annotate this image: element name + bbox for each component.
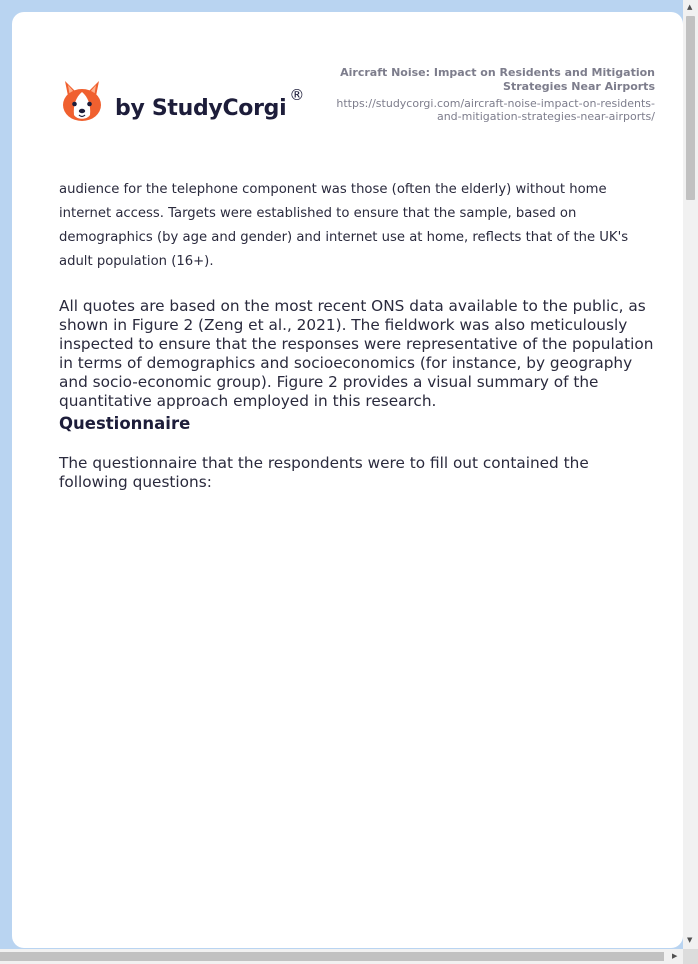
studycorgi-logo[interactable] [61,77,304,125]
vertical-scrollbar-thumb[interactable] [686,16,695,200]
paragraph: The questionnaire that the respondents were to fill out contained the following questions: [59,454,589,491]
vertical-scrollbar[interactable] [683,0,698,964]
brand-text: by StudyCorgi [115,95,287,121]
horizontal-scrollbar[interactable] [0,949,683,964]
section-heading: Questionnaire [59,414,191,433]
document-page [12,12,683,948]
corgi-logo-icon [61,79,103,123]
document-info [315,66,655,123]
horizontal-scrollbar-thumb[interactable] [0,952,664,961]
scroll-down-arrow-icon[interactable]: ▼ [687,936,693,944]
paragraph: All quotes are based on the most recent ONS data available to the public, as shown in Figure 2 (Zeng et al., 2021). The fieldwork was also meticulously inspected to ensure that the responses were representative of the population in terms of demographics and socioeconomics (for instance, by geography and socio-economic group). Figure 2 provides a visual summary of the quantitative approach employed in this research. [59,297,654,410]
scrollbar-corner [683,949,698,964]
paragraph: audience for the telephone component was those (often the elderly) without home internet access. Targets were established to ensure that the sample, based on demographics (by age and gender) and internet use at home, reflects that of the UK's adult population (16+). [59,182,629,269]
document-body [59,178,659,492]
brand-name [115,85,305,121]
document-title: Aircraft Noise: Impact on Residents and Mitigation Strategies Near Airports [340,66,655,93]
scroll-right-arrow-icon[interactable]: ▶ [672,952,678,960]
registered-mark: ® [289,85,305,104]
document-url[interactable]: https://studycorgi.com/aircraft-noise-impact-on-residents-and-mitigation-strategies-near-airports/ [336,97,655,123]
scroll-up-arrow-icon[interactable]: ▲ [687,3,693,11]
